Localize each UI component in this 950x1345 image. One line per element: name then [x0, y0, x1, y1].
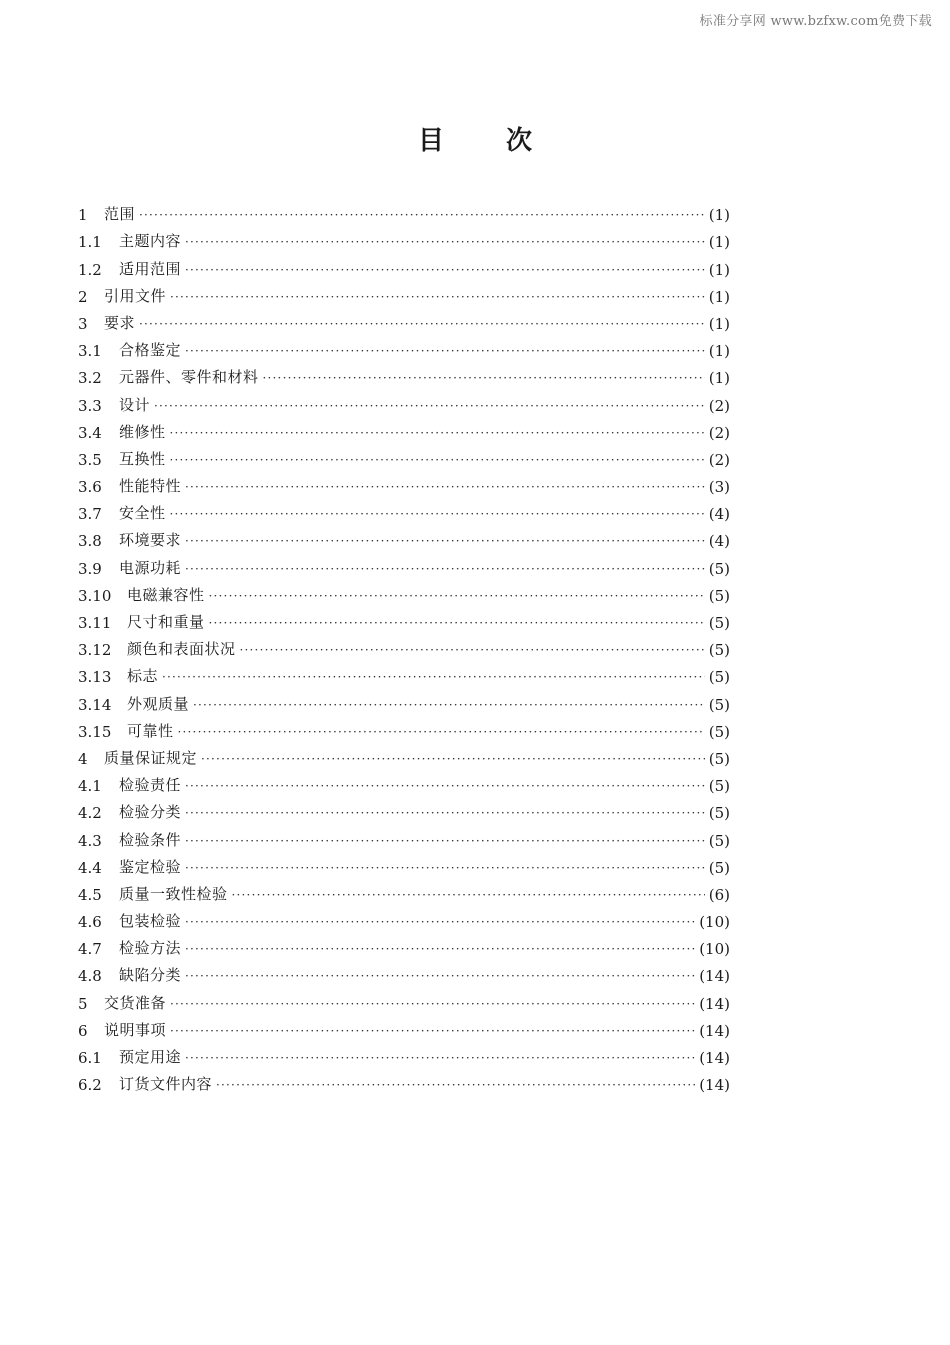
- toc-entry: [78, 333, 730, 360]
- table-of-contents: [78, 197, 730, 1094]
- toc-entry-number: 3.2: [78, 369, 102, 388]
- toc-entry-number: 5: [78, 994, 88, 1013]
- toc-entry: [78, 550, 730, 577]
- toc-entry-number: 4.6: [78, 913, 102, 932]
- toc-entry-page: (1): [708, 342, 730, 361]
- toc-entry: [78, 1013, 730, 1040]
- toc-entry-number: 1: [78, 206, 88, 225]
- toc-entry-number: 3.14: [78, 695, 112, 714]
- toc-entry-page: (14): [699, 1076, 730, 1095]
- toc-entry-page: (5): [708, 804, 730, 823]
- toc-entry-title: 质量一致性检验: [119, 884, 228, 903]
- toc-entry-page: (1): [708, 206, 730, 225]
- toc-entry-page: (1): [708, 260, 730, 279]
- toc-entry-number: 3.1: [78, 342, 102, 361]
- toc-entry-number: 1.1: [78, 233, 102, 252]
- toc-dot-leader: [185, 345, 705, 360]
- toc-entry-page: (2): [708, 450, 730, 469]
- toc-entry-title: 鉴定检验: [119, 857, 182, 876]
- toc-entry: [78, 496, 730, 523]
- toc-entry: [78, 469, 730, 496]
- toc-entry-number: 3.9: [78, 559, 102, 578]
- toc-entry-page: (3): [708, 478, 730, 497]
- toc-entry: [78, 877, 730, 904]
- toc-dot-leader: [185, 264, 705, 279]
- toc-entry-title: 标志: [127, 667, 159, 686]
- toc-entry-page: (14): [699, 1049, 730, 1067]
- toc-entry-title: 检验分类: [119, 803, 182, 822]
- toc-entry-title: 缺陷分类: [119, 966, 182, 985]
- toc-entry-title: 尺寸和重量: [127, 613, 205, 631]
- toc-entry-title: 互换性: [119, 449, 166, 468]
- toc-dot-leader: [232, 889, 705, 904]
- toc-entry-number: 2: [78, 287, 88, 306]
- toc-dot-leader: [185, 943, 695, 958]
- toc-entry-page: (5): [708, 695, 730, 714]
- toc-entry-title: 设计: [119, 395, 151, 414]
- toc-entry: [78, 1040, 730, 1067]
- toc-entry: [78, 415, 730, 442]
- toc-entry-page: (5): [708, 641, 730, 660]
- toc-entry: [78, 904, 730, 931]
- toc-entry-number: 3.4: [78, 423, 102, 442]
- toc-entry: [78, 741, 730, 768]
- toc-entry-page: (14): [699, 994, 730, 1013]
- toc-dot-leader: [185, 835, 705, 850]
- toc-dot-leader: [209, 617, 705, 632]
- toc-dot-leader: [193, 699, 705, 714]
- toc-entry-title: 质量保证规定: [104, 748, 198, 767]
- toc-entry-number: 3.12: [78, 641, 112, 660]
- toc-dot-leader: [170, 427, 705, 442]
- toc-entry-page: (14): [699, 967, 730, 986]
- toc-entry-page: (5): [708, 586, 730, 605]
- toc-entry-number: 3.8: [78, 532, 102, 551]
- toc-dot-leader: [170, 291, 705, 306]
- toc-entry-page: (5): [708, 722, 730, 741]
- toc-dot-leader: [185, 970, 695, 985]
- toc-entry-page: (1): [708, 369, 730, 388]
- toc-dot-leader: [162, 671, 705, 686]
- toc-dot-leader: [185, 780, 705, 795]
- toc-dot-leader: [209, 590, 705, 605]
- toc-entry-page: (10): [699, 913, 730, 932]
- toc-entry-page: (5): [708, 559, 730, 578]
- toc-entry-title: 电磁兼容性: [127, 585, 205, 604]
- toc-entry: [78, 850, 730, 877]
- toc-entry-number: 4.8: [78, 967, 102, 986]
- toc-entry: [78, 279, 730, 306]
- toc-entry-title: 说明事项: [104, 1020, 167, 1039]
- toc-entry-number: 3.13: [78, 668, 112, 687]
- toc-entry: [78, 224, 730, 251]
- watermark-text: 标准分享网 www.bzfxw.com免费下载: [699, 14, 932, 29]
- toc-dot-leader: [139, 318, 705, 333]
- toc-entry-page: (5): [708, 831, 730, 850]
- toc-entry-title: 元器件、零件和材料: [119, 368, 259, 387]
- toc-entry-page: (5): [708, 777, 730, 796]
- toc-entry-title: 范围: [104, 205, 136, 224]
- toc-entry-page: (1): [708, 314, 730, 333]
- toc-entry-title: 要求: [104, 313, 136, 332]
- toc-entry: [78, 985, 730, 1012]
- toc-entry-page: (4): [708, 505, 730, 524]
- toc-dot-leader: [170, 1025, 695, 1040]
- toc-entry-title: 颜色和表面状况: [127, 640, 236, 659]
- toc-entry-number: 1.2: [78, 260, 102, 279]
- toc-entry: [78, 387, 730, 414]
- toc-entry-number: 3.3: [78, 396, 102, 415]
- toc-entry-page: (2): [708, 396, 730, 415]
- toc-entry-title: 检验责任: [119, 776, 182, 795]
- toc-entry-title: 检验方法: [119, 939, 182, 958]
- toc-dot-leader: [185, 862, 705, 877]
- toc-dot-leader: [185, 481, 705, 496]
- toc-entry-page: (10): [699, 940, 730, 959]
- toc-dot-leader: [240, 644, 705, 659]
- toc-dot-leader: [139, 209, 705, 224]
- toc-entry-title: 外观质量: [127, 694, 190, 713]
- toc-entry-number: 3.6: [78, 478, 102, 497]
- toc-entry-number: 4: [78, 749, 88, 768]
- toc-entry-number: 3.7: [78, 505, 102, 524]
- toc-dot-leader: [185, 236, 705, 251]
- toc-entry-title: 电源功耗: [119, 558, 182, 577]
- toc-entry: [78, 958, 730, 985]
- toc-dot-leader: [185, 807, 705, 822]
- toc-dot-leader: [154, 400, 705, 415]
- toc-entry: [78, 1067, 730, 1094]
- toc-entry: [78, 795, 730, 822]
- toc-entry-page: (6): [708, 885, 730, 904]
- toc-dot-leader: [185, 916, 695, 931]
- toc-entry-number: 4.5: [78, 885, 102, 904]
- toc-entry: [78, 632, 730, 659]
- toc-dot-leader: [185, 563, 705, 578]
- toc-entry-page: (5): [708, 749, 730, 768]
- toc-entry-title: 订货文件内容: [119, 1075, 213, 1094]
- toc-entry-title: 包装检验: [119, 912, 182, 931]
- toc-entry-page: (14): [699, 1021, 730, 1040]
- toc-entry: [78, 251, 730, 278]
- toc-entry: [78, 197, 730, 224]
- toc-entry-title: 适用范围: [119, 259, 182, 278]
- toc-entry-number: 3.10: [78, 586, 112, 605]
- toc-entry: [78, 360, 730, 387]
- toc-entry-page: (1): [708, 287, 730, 306]
- toc-dot-leader: [170, 454, 705, 469]
- toc-entry-title: 性能特性: [119, 477, 182, 496]
- toc-dot-leader: [185, 535, 705, 550]
- toc-entry-page: (5): [708, 614, 730, 632]
- toc-entry-page: (1): [708, 233, 730, 252]
- toc-entry-number: 4.7: [78, 940, 102, 959]
- toc-entry-title: 可靠性: [127, 721, 174, 740]
- toc-entry: [78, 686, 730, 713]
- toc-entry-title: 交货准备: [104, 993, 167, 1012]
- toc-dot-leader: [170, 998, 695, 1013]
- toc-entry: [78, 306, 730, 333]
- toc-entry-title: 维修性: [119, 422, 166, 441]
- toc-entry-page: (2): [708, 423, 730, 442]
- toc-entry: [78, 578, 730, 605]
- toc-entry-page: (4): [708, 532, 730, 551]
- toc-entry-title: 主题内容: [119, 232, 182, 251]
- toc-entry-title: 引用文件: [104, 286, 167, 305]
- toc-entry-number: 4.4: [78, 858, 102, 877]
- title-char-right: 次: [506, 126, 533, 156]
- toc-dot-leader: [170, 508, 705, 523]
- toc-entry: [78, 822, 730, 849]
- toc-entry: [78, 768, 730, 795]
- toc-entry-title: 环境要求: [119, 531, 182, 550]
- toc-entry-number: 3.11: [78, 614, 112, 632]
- toc-entry: [78, 523, 730, 550]
- toc-entry: [78, 714, 730, 741]
- toc-entry-number: 6: [78, 1021, 88, 1040]
- toc-entry-title: 预定用途: [119, 1048, 182, 1066]
- toc-dot-leader: [201, 753, 705, 768]
- toc-entry-number: 3.5: [78, 450, 102, 469]
- toc-dot-leader: [178, 726, 705, 741]
- toc-entry-title: 合格鉴定: [119, 341, 182, 360]
- toc-entry-number: 4.1: [78, 777, 102, 796]
- page-title: [0, 120, 950, 157]
- toc-entry: [78, 931, 730, 958]
- toc-entry-number: 6.1: [78, 1049, 102, 1067]
- title-char-left: 目: [417, 126, 444, 156]
- toc-entry-number: 3.15: [78, 722, 112, 741]
- toc-dot-leader: [185, 1052, 695, 1067]
- toc-dot-leader: [216, 1079, 695, 1094]
- toc-entry: [78, 659, 730, 686]
- toc-entry-title: 安全性: [119, 504, 166, 523]
- toc-entry: [78, 605, 730, 632]
- toc-entry-number: 4.2: [78, 804, 102, 823]
- toc-dot-leader: [263, 372, 705, 387]
- toc-entry-number: 4.3: [78, 831, 102, 850]
- toc-entry-page: (5): [708, 858, 730, 877]
- toc-entry-title: 检验条件: [119, 830, 182, 849]
- toc-entry-page: (5): [708, 668, 730, 687]
- toc-entry: [78, 442, 730, 469]
- toc-entry-number: 3: [78, 314, 88, 333]
- toc-entry-number: 6.2: [78, 1076, 102, 1095]
